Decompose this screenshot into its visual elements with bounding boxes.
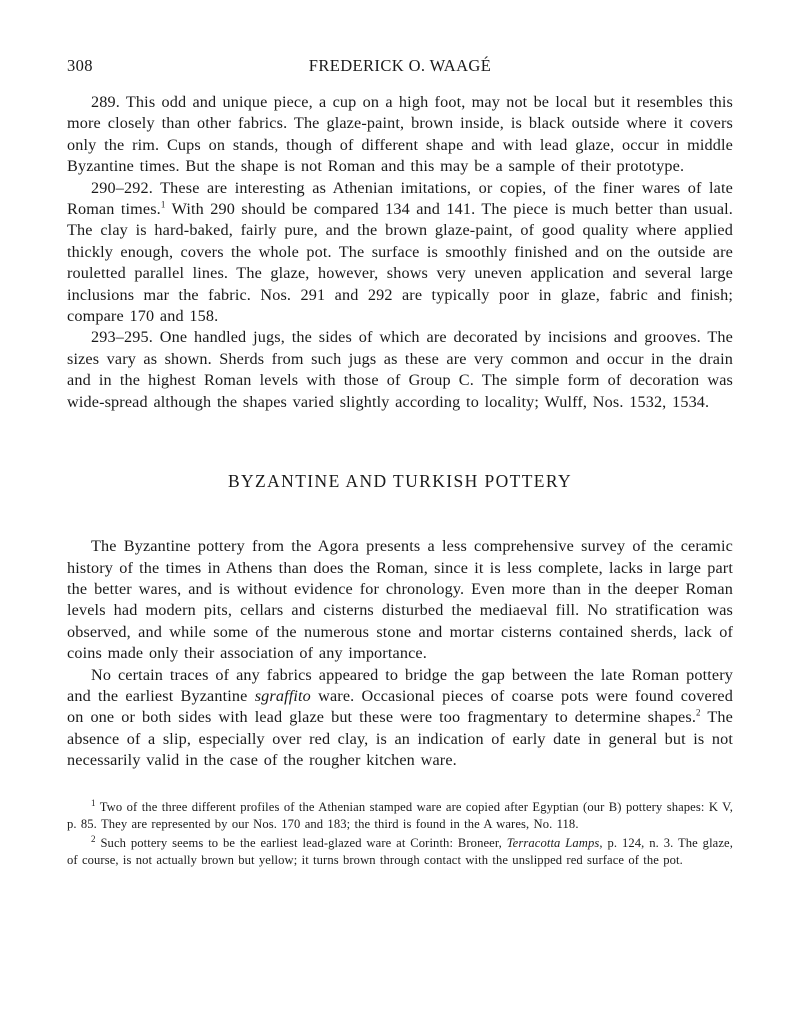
sgraffito-term: sgraffito <box>254 686 311 705</box>
page-number: 308 <box>67 56 93 75</box>
header-author: FREDERICK O. WAAGÉ <box>308 56 492 75</box>
footnote-text: Such pottery seems to be the earliest lead-glazed ware at Corinth: Broneer, <box>100 835 502 850</box>
entry-number: 289. <box>91 93 120 111</box>
entry-number: 293–295. <box>91 328 153 347</box>
catalogue-entry-293-295 <box>67 327 733 413</box>
footnote-ref-1[interactable]: 1 <box>160 199 166 210</box>
page <box>67 56 733 870</box>
paragraph-text-end: The absence of a slip, especially over red clay, is an indication of early date in general but is not necessarily valid in the case of the rougher kitchen ware. <box>67 708 733 770</box>
running-head <box>67 56 733 82</box>
entry-text: This odd and unique piece, a cup on a high foot, may not be local but it resembles this more closely than other fabrics. The glaze-paint, brown inside, is black outside where it covers only the rim. Cups on stands, though of different shape and with lead glaze, occur in middle Byzantine times. But the shape is not Roman and this may be a sample of their prototype. <box>67 93 734 176</box>
catalogue-entry-290-292 <box>67 178 733 328</box>
entry-number: 290–292. <box>91 178 153 197</box>
footnote-marker: 1 <box>91 797 96 808</box>
section-paragraph-2 <box>67 665 733 772</box>
paragraph-text-continued: ware. Occasional pieces of coarse pots were found covered on one or both sides with lead glaze but these were too fragmentary to determine shapes. <box>67 686 733 727</box>
footnote-ref-2[interactable]: 2 <box>696 707 701 718</box>
footnote-2 <box>67 835 733 870</box>
book-title: Terracotta Lamps <box>506 835 600 850</box>
section-paragraph-1: The Byzantine pottery from the Agora presents a less comprehensive survey of the ceramic history of the times in Athens than does the Roman, since it is less complete, lacks in large part the better wares, and is without evidence for chronology. Even more than in the deeper Roman levels had modern pits, cellars and cisterns disturbed the mediaeval fill. No stratification was observed, and while some of the numerous stone and mortar cisterns contained sherds, lack of coins made only their association of any importance. <box>67 537 733 663</box>
footnote-text-continued: , p. 124, n. 3. The glaze, of course, is not actually brown but yellow; it turns brown through contact with the unslipped red surface of the pot. <box>67 835 733 868</box>
footnote-marker: 2 <box>91 833 96 844</box>
footnote-1 <box>67 799 733 834</box>
entry-text: These are interesting as Athenian imitations, or copies, of the finer wares of late Roman times. <box>67 178 733 219</box>
footnote-text: Two of the three different profiles of the Athenian stamped ware are copied after Egyptian (our B) pottery shapes: K V, p. 85. They are represented by our Nos. 170 and 183; the third is found in the A wares, No. 118. <box>67 799 733 832</box>
entry-text-continued: With 290 should be compared 134 and 141. The piece is much better than usual. The clay is hard-baked, fairly pure, and the brown glaze-paint, of good quality where applied thickly enough, covers the whole pot. The surface is smoothly finished and on the outside are rouletted parallel lines. The glaze, however, shows very uneven application and several large inclusions mar the fabric. Nos. 291 and 292 are typically poor in glaze, fabric and finish; compare 170 and 158. <box>67 200 733 326</box>
footnotes <box>67 799 733 870</box>
section-heading: BYZANTINE AND TURKISH POTTERY <box>227 471 573 492</box>
entry-text: One handled jugs, the sides of which are decorated by incisions and grooves. The sizes vary as shown. Sherds from such jugs as these are very common and occur in the drain and in the highest Roman levels with those of Group C. The simple form of decoration was wide-spread although the shapes varied slightly according to locality; Wulff, Nos. 1532, 1534. <box>67 328 733 411</box>
paragraph-text: No certain traces of any fabrics appeared to bridge the gap between the late Roman pottery and the earliest Byzantine <box>67 665 733 705</box>
catalogue-entry-289 <box>67 92 733 178</box>
